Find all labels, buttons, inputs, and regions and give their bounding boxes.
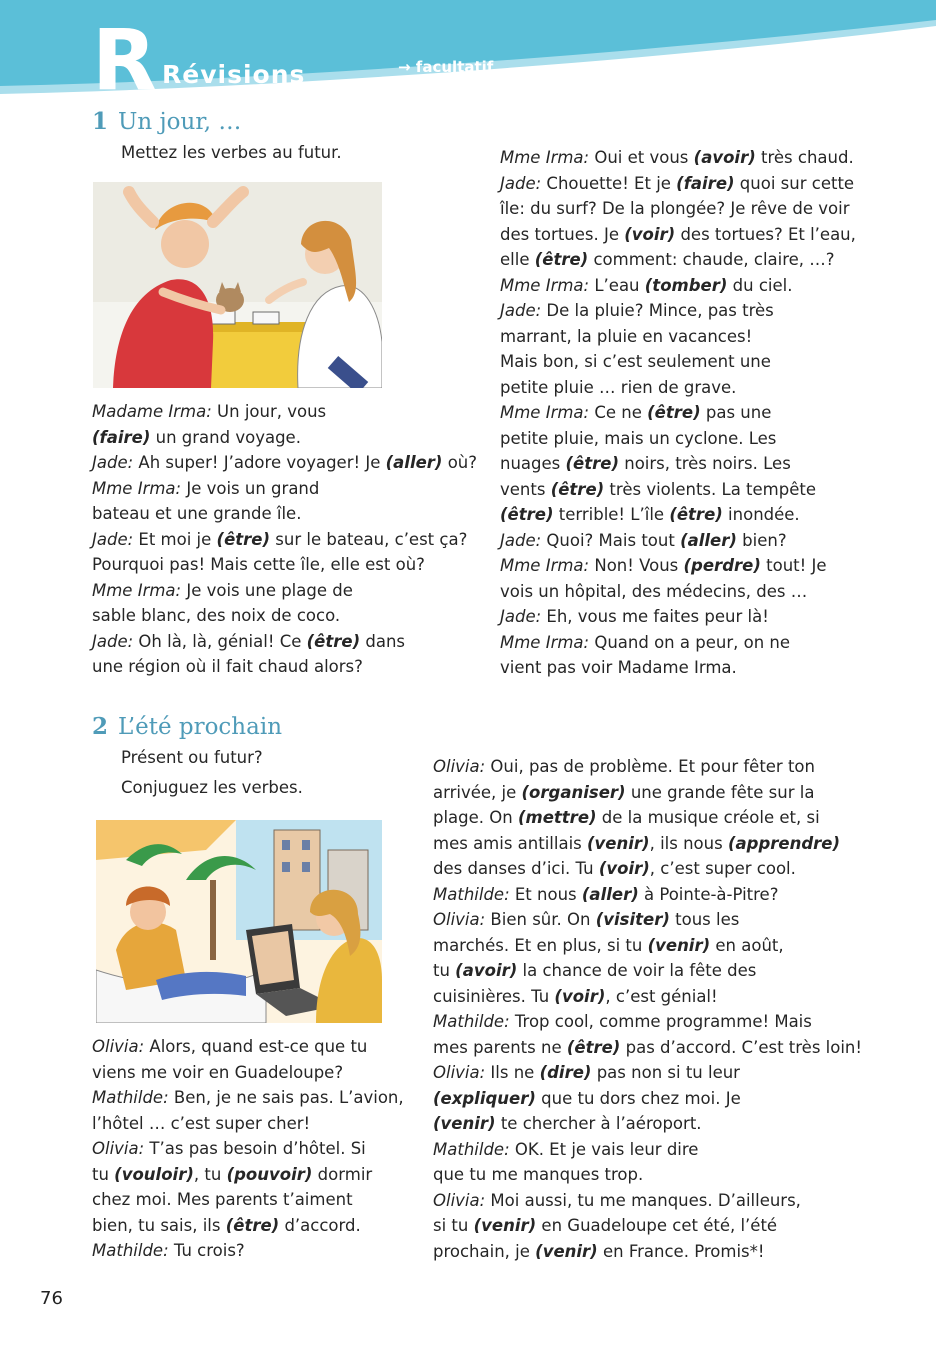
- speaker-label: Mme Irma:: [500, 148, 590, 167]
- dialogue-text: pas d’accord. C’est très loin!: [620, 1037, 863, 1057]
- verb-prompt: (venir): [647, 935, 711, 955]
- dialogue-text: sable blanc, des noix de coco.: [92, 606, 341, 625]
- dialogue-text: bateau et une grande île.: [92, 504, 302, 523]
- speaker-label: Olivia:: [433, 757, 486, 776]
- exercise-2-instruction-line-1: Présent ou futur?: [121, 748, 263, 767]
- verb-prompt: (aller): [680, 530, 737, 550]
- verb-prompt: (aller): [385, 453, 443, 472]
- dialogue-text: Ce ne: [589, 403, 648, 422]
- dialogue-text: des danses d’ici. Tu: [433, 859, 599, 878]
- speaker-label: Madame Irma:: [92, 402, 212, 421]
- dialogue-line: [433, 1239, 862, 1265]
- exercise-2-instruction: [121, 743, 303, 803]
- dialogue-line: [500, 273, 856, 299]
- dialogue-text: Quoi? Mais tout: [541, 530, 681, 550]
- dialogue-line: [500, 222, 856, 248]
- dialogue-text: OK. Et je vais leur dire: [509, 1139, 699, 1159]
- dialogue-text: Ben, je ne sais pas. L’avion,: [168, 1088, 404, 1107]
- speaker-label: Mathilde:: [92, 1241, 169, 1260]
- dialogue-line: [433, 1162, 862, 1188]
- speaker-label: Mme Irma:: [500, 632, 590, 652]
- dialogue-line: [92, 552, 477, 578]
- dialogue-line: [92, 399, 477, 425]
- dialogue-text: , c’est génial!: [605, 986, 718, 1006]
- dialogue-text: tout! Je: [760, 556, 827, 575]
- dialogue-line: [500, 400, 856, 426]
- dialogue-line: [92, 1187, 404, 1213]
- dialogue-text: mes amis antillais: [433, 833, 588, 853]
- speaker-label: Jade:: [92, 453, 134, 472]
- verb-prompt: (être): [534, 250, 589, 269]
- verb-prompt: (être): [550, 479, 605, 499]
- dialogue-text: Ils ne: [485, 1063, 540, 1082]
- exercise-1-number: 1: [92, 108, 109, 135]
- dialogue-text: en août,: [710, 935, 784, 955]
- speaker-label: Mme Irma:: [500, 403, 590, 422]
- dialogue-text: inondée.: [722, 505, 800, 524]
- speaker-label: Mathilde:: [433, 884, 510, 904]
- exercise-2-title: [92, 713, 282, 741]
- verb-prompt: (venir): [535, 1241, 598, 1261]
- dialogue-line: [500, 451, 856, 477]
- dialogue-text: Quand on a peur, on ne: [589, 632, 791, 652]
- dialogue-text: où?: [442, 453, 478, 472]
- dialogue-line: [433, 831, 862, 857]
- dialogue-text: des tortues? Et l’eau,: [675, 224, 856, 244]
- exercise-1-dialogue-right: [500, 145, 856, 681]
- dialogue-line: [500, 630, 856, 656]
- dialogue-text: Un jour, vous: [211, 402, 327, 421]
- dialogue-line: [433, 1111, 862, 1137]
- exercise-2-instruction-line-2: Conjuguez les verbes.: [121, 778, 303, 797]
- dialogue-line: [92, 501, 477, 527]
- dialogue-line: [92, 425, 477, 451]
- dialogue-line: [92, 527, 477, 553]
- dialogue-line: [92, 1136, 404, 1162]
- dialogue-line: [433, 754, 862, 780]
- dialogue-text: sur le bateau, c’est ça?: [270, 529, 468, 549]
- verb-prompt: (faire): [92, 427, 151, 447]
- dialogue-text: petite pluie … rien de grave.: [500, 377, 737, 397]
- dialogue-text: Et moi je: [133, 529, 217, 549]
- verb-prompt: (apprendre): [727, 833, 841, 853]
- dialogue-line: [500, 655, 856, 681]
- dialogue-text: , tu: [193, 1164, 227, 1184]
- verb-prompt: (être): [500, 505, 554, 524]
- dialogue-text: nuages: [500, 454, 566, 473]
- fortune-teller-illustration: [93, 182, 382, 388]
- dialogue-line: [92, 654, 477, 680]
- dialogue-text: pas non si tu leur: [591, 1063, 740, 1082]
- dialogue-text: à Pointe-à-Pitre?: [638, 884, 779, 904]
- verb-prompt: (mettre): [517, 808, 597, 827]
- optional-note: → facultatif: [398, 58, 494, 76]
- dialogue-line: [433, 1035, 862, 1061]
- dialogue-text: tu: [433, 961, 456, 980]
- dialogue-line: [433, 805, 862, 831]
- dialogue-text: prochain, je: [433, 1241, 536, 1261]
- dialogue-text: dans: [360, 631, 406, 651]
- dialogue-line: [500, 553, 856, 579]
- verb-prompt: (venir): [433, 1114, 496, 1133]
- dialogue-text: des tortues. Je: [500, 224, 625, 244]
- dialogue-line: [92, 1085, 404, 1111]
- dialogue-text: petite pluie, mais un cyclone. Les: [500, 428, 777, 448]
- dialogue-text: vois un hôpital, des médecins, des …: [500, 581, 808, 601]
- verb-prompt: (être): [669, 505, 723, 524]
- dialogue-text: arrivée, je: [433, 782, 522, 802]
- dialogue-line: [92, 1213, 404, 1239]
- dialogue-text: une grande fête sur la: [625, 782, 815, 802]
- dialogue-line: [500, 171, 856, 197]
- dialogue-text: De la pluie? Mince, pas très: [541, 301, 774, 320]
- verb-prompt: (venir): [587, 833, 650, 853]
- exercise-1-heading: Un jour, …: [118, 109, 242, 135]
- dialogue-text: Non! Vous: [589, 556, 684, 575]
- dialogue-line: [500, 324, 856, 350]
- dialogue-text: Tu crois?: [168, 1241, 245, 1260]
- dialogue-text: tous les: [669, 910, 740, 929]
- exercise-1-title: [92, 108, 241, 136]
- verb-prompt: (faire): [676, 173, 735, 193]
- verb-prompt: (dire): [539, 1063, 592, 1082]
- dialogue-line: [500, 477, 856, 503]
- dialogue-line: [433, 984, 862, 1010]
- dialogue-text: marchés. Et en plus, si tu: [433, 935, 648, 955]
- dialogue-text: Je vois un grand: [181, 478, 320, 498]
- dialogue-line: [92, 578, 477, 604]
- dialogue-line: [433, 780, 862, 806]
- verb-prompt: (être): [565, 454, 619, 473]
- exercise-2-dialogue-right: [433, 754, 862, 1264]
- exercise-2-heading: L’été prochain: [118, 714, 283, 740]
- verb-prompt: (vouloir): [114, 1164, 194, 1184]
- dialogue-line: [500, 349, 856, 375]
- dialogue-text: Mais bon, si c’est seulement une: [500, 352, 771, 371]
- dialogue-text: , c’est super cool.: [649, 859, 796, 878]
- verb-prompt: (avoir): [455, 961, 518, 980]
- dialogue-text: en Guadeloupe cet été, l’été: [536, 1216, 778, 1235]
- speaker-label: Mathilde:: [433, 1139, 510, 1159]
- dialogue-text: quoi sur cette: [734, 173, 855, 193]
- dialogue-text: vient pas voir Madame Irma.: [500, 658, 737, 677]
- dialogue-text: vents: [500, 479, 551, 499]
- verb-prompt: (voir): [598, 859, 650, 878]
- dialogue-text: te chercher à l’aéroport.: [495, 1114, 702, 1133]
- dialogue-text: pas une: [700, 403, 772, 422]
- dialogue-text: que tu me manques trop.: [433, 1165, 644, 1184]
- section-title: Révisions: [162, 60, 306, 89]
- dialogue-text: Eh, vous me faites peur là!: [541, 607, 769, 626]
- dialogue-text: de la musique créole et, si: [596, 808, 820, 827]
- dialogue-text: plage. On: [433, 808, 518, 827]
- dialogue-line: [433, 882, 862, 908]
- exercise-2-number: 2: [92, 713, 109, 740]
- dialogue-line: [433, 1086, 862, 1112]
- dialogue-text: Alors, quand est-ce que tu: [144, 1037, 368, 1056]
- dialogue-text: tu: [92, 1164, 115, 1184]
- dialogue-text: marrant, la pluie en vacances!: [500, 326, 753, 346]
- dialogue-text: comment: chaude, claire, …?: [588, 250, 835, 269]
- dialogue-text: Pourquoi pas! Mais cette île, elle est où?: [92, 555, 425, 574]
- verb-prompt: (organiser): [521, 782, 626, 802]
- dialogue-line: [500, 196, 856, 222]
- dialogue-line: [433, 1009, 862, 1035]
- dialogue-text: cuisinières. Tu: [433, 986, 555, 1006]
- video-call-illustration: [96, 820, 382, 1023]
- dialogue-text: île: du surf? De la plongée? Je rêve de voir: [500, 199, 850, 218]
- dialogue-text: viens me voir en Guadeloupe?: [92, 1062, 344, 1082]
- dialogue-line: [433, 958, 862, 984]
- speaker-label: Mme Irma:: [500, 275, 590, 295]
- dialogue-text: terrible! L’île: [553, 505, 670, 524]
- dialogue-text: elle: [500, 250, 535, 269]
- dialogue-text: Trop cool, comme programme! Mais: [509, 1012, 812, 1031]
- verb-prompt: (venir): [473, 1216, 537, 1235]
- speaker-label: Jade:: [500, 301, 542, 320]
- dialogue-text: T’as pas besoin d’hôtel. Si: [144, 1139, 366, 1158]
- dialogue-text: mes parents ne: [433, 1037, 567, 1057]
- dialogue-text: la chance de voir la fête des: [517, 961, 757, 980]
- verb-prompt: (tomber): [644, 275, 728, 295]
- speaker-label: Mathilde:: [92, 1088, 169, 1107]
- dialogue-text: en France. Promis*!: [597, 1241, 765, 1261]
- dialogue-text: l’hôtel … c’est super cher!: [92, 1113, 311, 1133]
- dialogue-line: [500, 298, 856, 324]
- verb-prompt: (être): [566, 1037, 621, 1057]
- dialogue-line: [433, 1213, 862, 1239]
- dialogue-line: [433, 933, 862, 959]
- verb-prompt: (être): [306, 631, 361, 651]
- dialogue-line: [433, 856, 862, 882]
- dialogue-line: [92, 1034, 404, 1060]
- verb-prompt: (perdre): [683, 556, 761, 575]
- dialogue-text: Et nous: [509, 884, 582, 904]
- exercise-1-instruction: Mettez les verbes au futur.: [121, 143, 342, 162]
- dialogue-text: chez moi. Mes parents t’aiment: [92, 1190, 353, 1209]
- dialogue-line: [433, 1060, 862, 1086]
- verb-prompt: (voir): [554, 986, 606, 1006]
- section-letter: R: [92, 11, 155, 109]
- dialogue-line: [500, 426, 856, 452]
- dialogue-line: [92, 603, 477, 629]
- speaker-label: Mathilde:: [433, 1012, 510, 1031]
- verb-prompt: (voir): [624, 224, 676, 244]
- dialogue-text: d’accord.: [279, 1215, 361, 1235]
- dialogue-text: L’eau: [589, 275, 645, 295]
- dialogue-line: [500, 375, 856, 401]
- speaker-label: Olivia:: [433, 1190, 486, 1210]
- verb-prompt: (pouvoir): [226, 1164, 313, 1184]
- dialogue-text: Bien sûr. On: [485, 910, 596, 929]
- speaker-label: Jade:: [500, 173, 542, 193]
- speaker-label: Jade:: [500, 530, 542, 550]
- dialogue-text: que tu dors chez moi. Je: [535, 1088, 741, 1108]
- header-banner: [0, 0, 936, 109]
- speaker-label: Olivia:: [92, 1139, 145, 1158]
- dialogue-line: [92, 450, 477, 476]
- verb-prompt: (avoir): [693, 148, 756, 167]
- dialogue-text: Chouette! Et je: [541, 173, 677, 193]
- dialogue-text: une région où il fait chaud alors?: [92, 657, 363, 676]
- dialogue-text: noirs, très noirs. Les: [619, 454, 791, 473]
- speaker-label: Olivia:: [92, 1037, 145, 1056]
- dialogue-line: [500, 579, 856, 605]
- dialogue-line: [500, 528, 856, 554]
- dialogue-line: [433, 907, 862, 933]
- verb-prompt: (visiter): [595, 910, 670, 929]
- dialogue-text: très chaud.: [755, 148, 854, 167]
- dialogue-line: [92, 629, 477, 655]
- dialogue-text: Oui, pas de problème. Et pour fêter ton: [485, 757, 815, 776]
- page-number: 76: [40, 1288, 63, 1309]
- dialogue-line: [500, 604, 856, 630]
- dialogue-line: [433, 1188, 862, 1214]
- speaker-label: Jade:: [500, 607, 542, 626]
- dialogue-line: [92, 1162, 404, 1188]
- dialogue-line: [500, 247, 856, 273]
- dialogue-text: bien, tu sais, ils: [92, 1215, 226, 1235]
- dialogue-text: , ils nous: [649, 833, 728, 853]
- dialogue-text: si tu: [433, 1216, 474, 1235]
- exercise-1-dialogue-left: [92, 399, 477, 680]
- speaker-label: Mme Irma:: [92, 580, 182, 600]
- dialogue-line: [92, 1060, 404, 1086]
- dialogue-text: Moi aussi, tu me manques. D’ailleurs,: [485, 1190, 801, 1210]
- dialogue-line: [500, 145, 856, 171]
- speaker-label: Jade:: [92, 631, 134, 651]
- verb-prompt: (être): [225, 1215, 280, 1235]
- verb-prompt: (aller): [581, 884, 639, 904]
- dialogue-text: Oui et vous: [589, 148, 694, 167]
- speaker-label: Mme Irma:: [500, 556, 590, 575]
- dialogue-line: [92, 1238, 404, 1264]
- speaker-label: Olivia:: [433, 1063, 486, 1082]
- dialogue-text: dormir: [312, 1164, 373, 1184]
- speaker-label: Olivia:: [433, 910, 486, 929]
- dialogue-line: [433, 1137, 862, 1163]
- dialogue-line: [500, 502, 856, 528]
- dialogue-line: [92, 1111, 404, 1137]
- speaker-label: Mme Irma:: [92, 478, 182, 498]
- dialogue-line: [92, 476, 477, 502]
- dialogue-text: un grand voyage.: [150, 427, 301, 447]
- dialogue-text: très violents. La tempête: [604, 479, 816, 499]
- dialogue-text: bien?: [736, 530, 787, 550]
- verb-prompt: (être): [216, 529, 271, 549]
- dialogue-text: du ciel.: [727, 275, 793, 295]
- verb-prompt: (être): [647, 403, 701, 422]
- verb-prompt: (expliquer): [433, 1088, 536, 1108]
- dialogue-text: Je vois une plage de: [181, 580, 353, 600]
- exercise-2-dialogue-left: [92, 1034, 404, 1264]
- dialogue-text: Ah super! J’adore voyager! Je: [133, 453, 386, 472]
- dialogue-text: Oh là, là, génial! Ce: [133, 631, 307, 651]
- speaker-label: Jade:: [92, 529, 134, 549]
